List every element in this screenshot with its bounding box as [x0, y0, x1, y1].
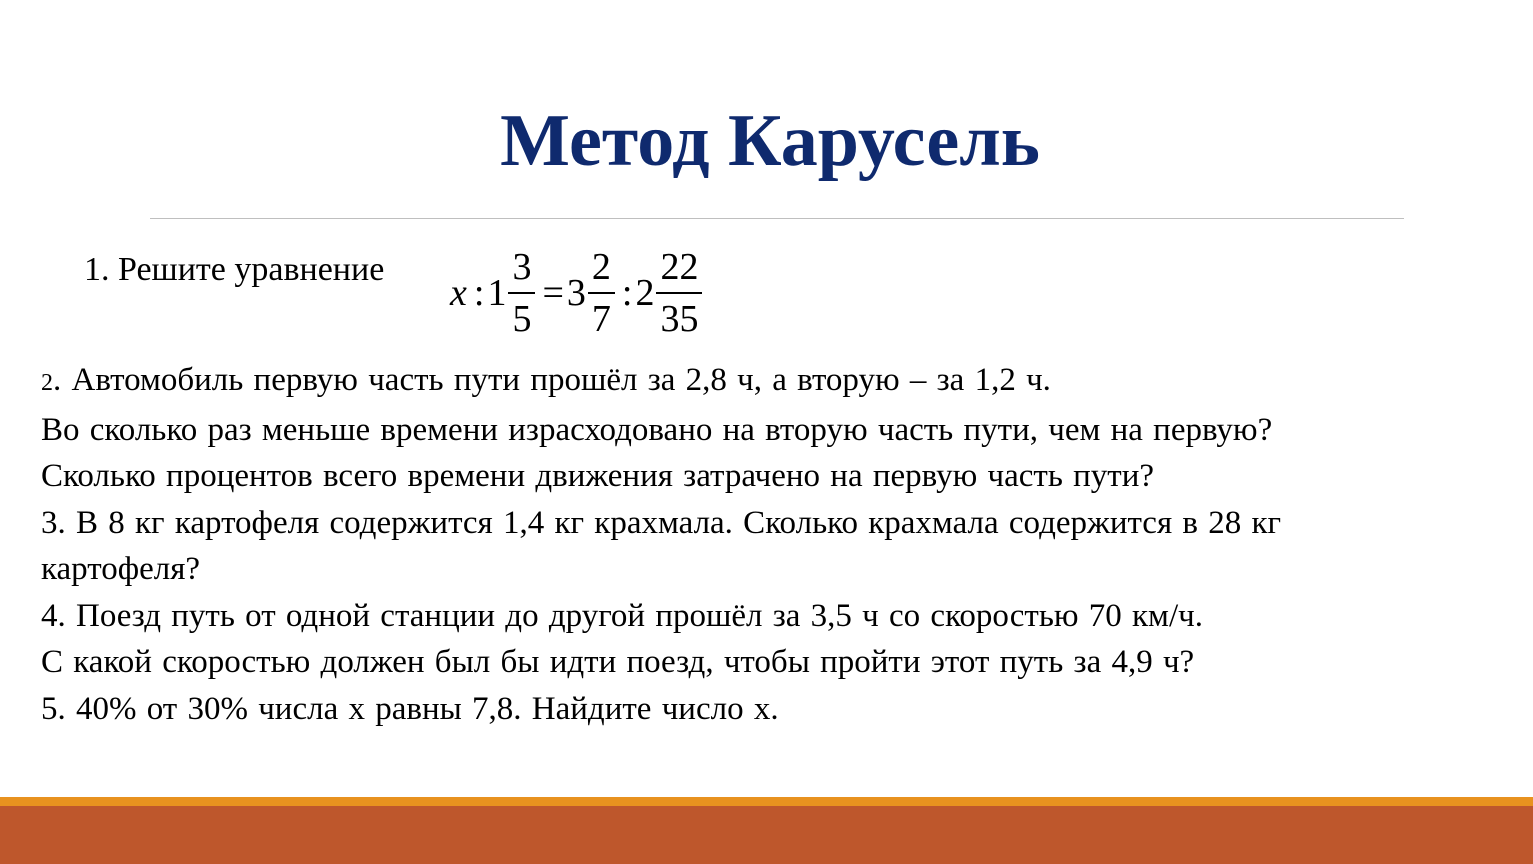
- term1-denominator: 5: [512, 298, 532, 340]
- task-2-line-1: [41, 357, 1491, 407]
- equation-variable: x: [450, 272, 467, 314]
- term3-numerator: 22: [660, 246, 699, 288]
- term3-denominator: 35: [660, 298, 699, 340]
- term2-whole: 3: [566, 272, 586, 314]
- term1-whole: 1: [487, 272, 507, 314]
- slide-title: Метод Карусель: [500, 100, 1040, 182]
- task-5-line-1: 5. 40% от 30% числа х равны 7,8. Найдите число х.: [41, 690, 779, 727]
- task-2-line-3: Сколько процентов всего времени движения затрачено на первую часть пути?: [41, 458, 1155, 494]
- task-4-line-2: С какой скоростью должен был бы идти поезд, чтобы пройти этот путь за 4,9 ч?: [41, 644, 1195, 680]
- task-3-line-2: картофеля?: [41, 551, 201, 587]
- task-3-line-1: 3. В 8 кг картофеля содержится 1,4 кг крахмала. Сколько крахмала содержится в 28 кг: [41, 504, 1282, 541]
- task-2-line-1-text: . Автомобиль первую часть пути прошёл за 2,8 ч, а вторую – за 1,2 ч.: [53, 362, 1051, 398]
- title-divider: [150, 218, 1404, 219]
- term2-numerator: 2: [591, 246, 611, 288]
- task-4-line-1: 4. Поезд путь от одной станции до другой прошёл за 3,5 ч со скоростью 70 км/ч.: [41, 597, 1203, 634]
- task-2-line-2: Во сколько раз меньше времени израсходовано на вторую часть пути, чем на первую?: [41, 411, 1273, 448]
- equation-equals-sign: =: [542, 272, 564, 314]
- task-2-number: 2: [41, 370, 53, 396]
- term1-fraction: [508, 246, 535, 340]
- footer-band: [0, 806, 1533, 864]
- term3-whole: 2: [635, 272, 655, 314]
- term2-fraction: [588, 246, 615, 340]
- term2-denominator: 7: [591, 298, 611, 340]
- equation-divide-sign: :: [473, 272, 485, 314]
- equation-divide-sign-2: :: [621, 272, 633, 314]
- tasks-body: [41, 357, 1491, 732]
- task-1-equation: [450, 238, 706, 348]
- footer-accent-stripe: [0, 797, 1533, 806]
- term1-numerator: 3: [512, 246, 532, 288]
- task-1-label: 1. Решите уравнение: [84, 251, 385, 288]
- term3-fraction: [656, 246, 702, 340]
